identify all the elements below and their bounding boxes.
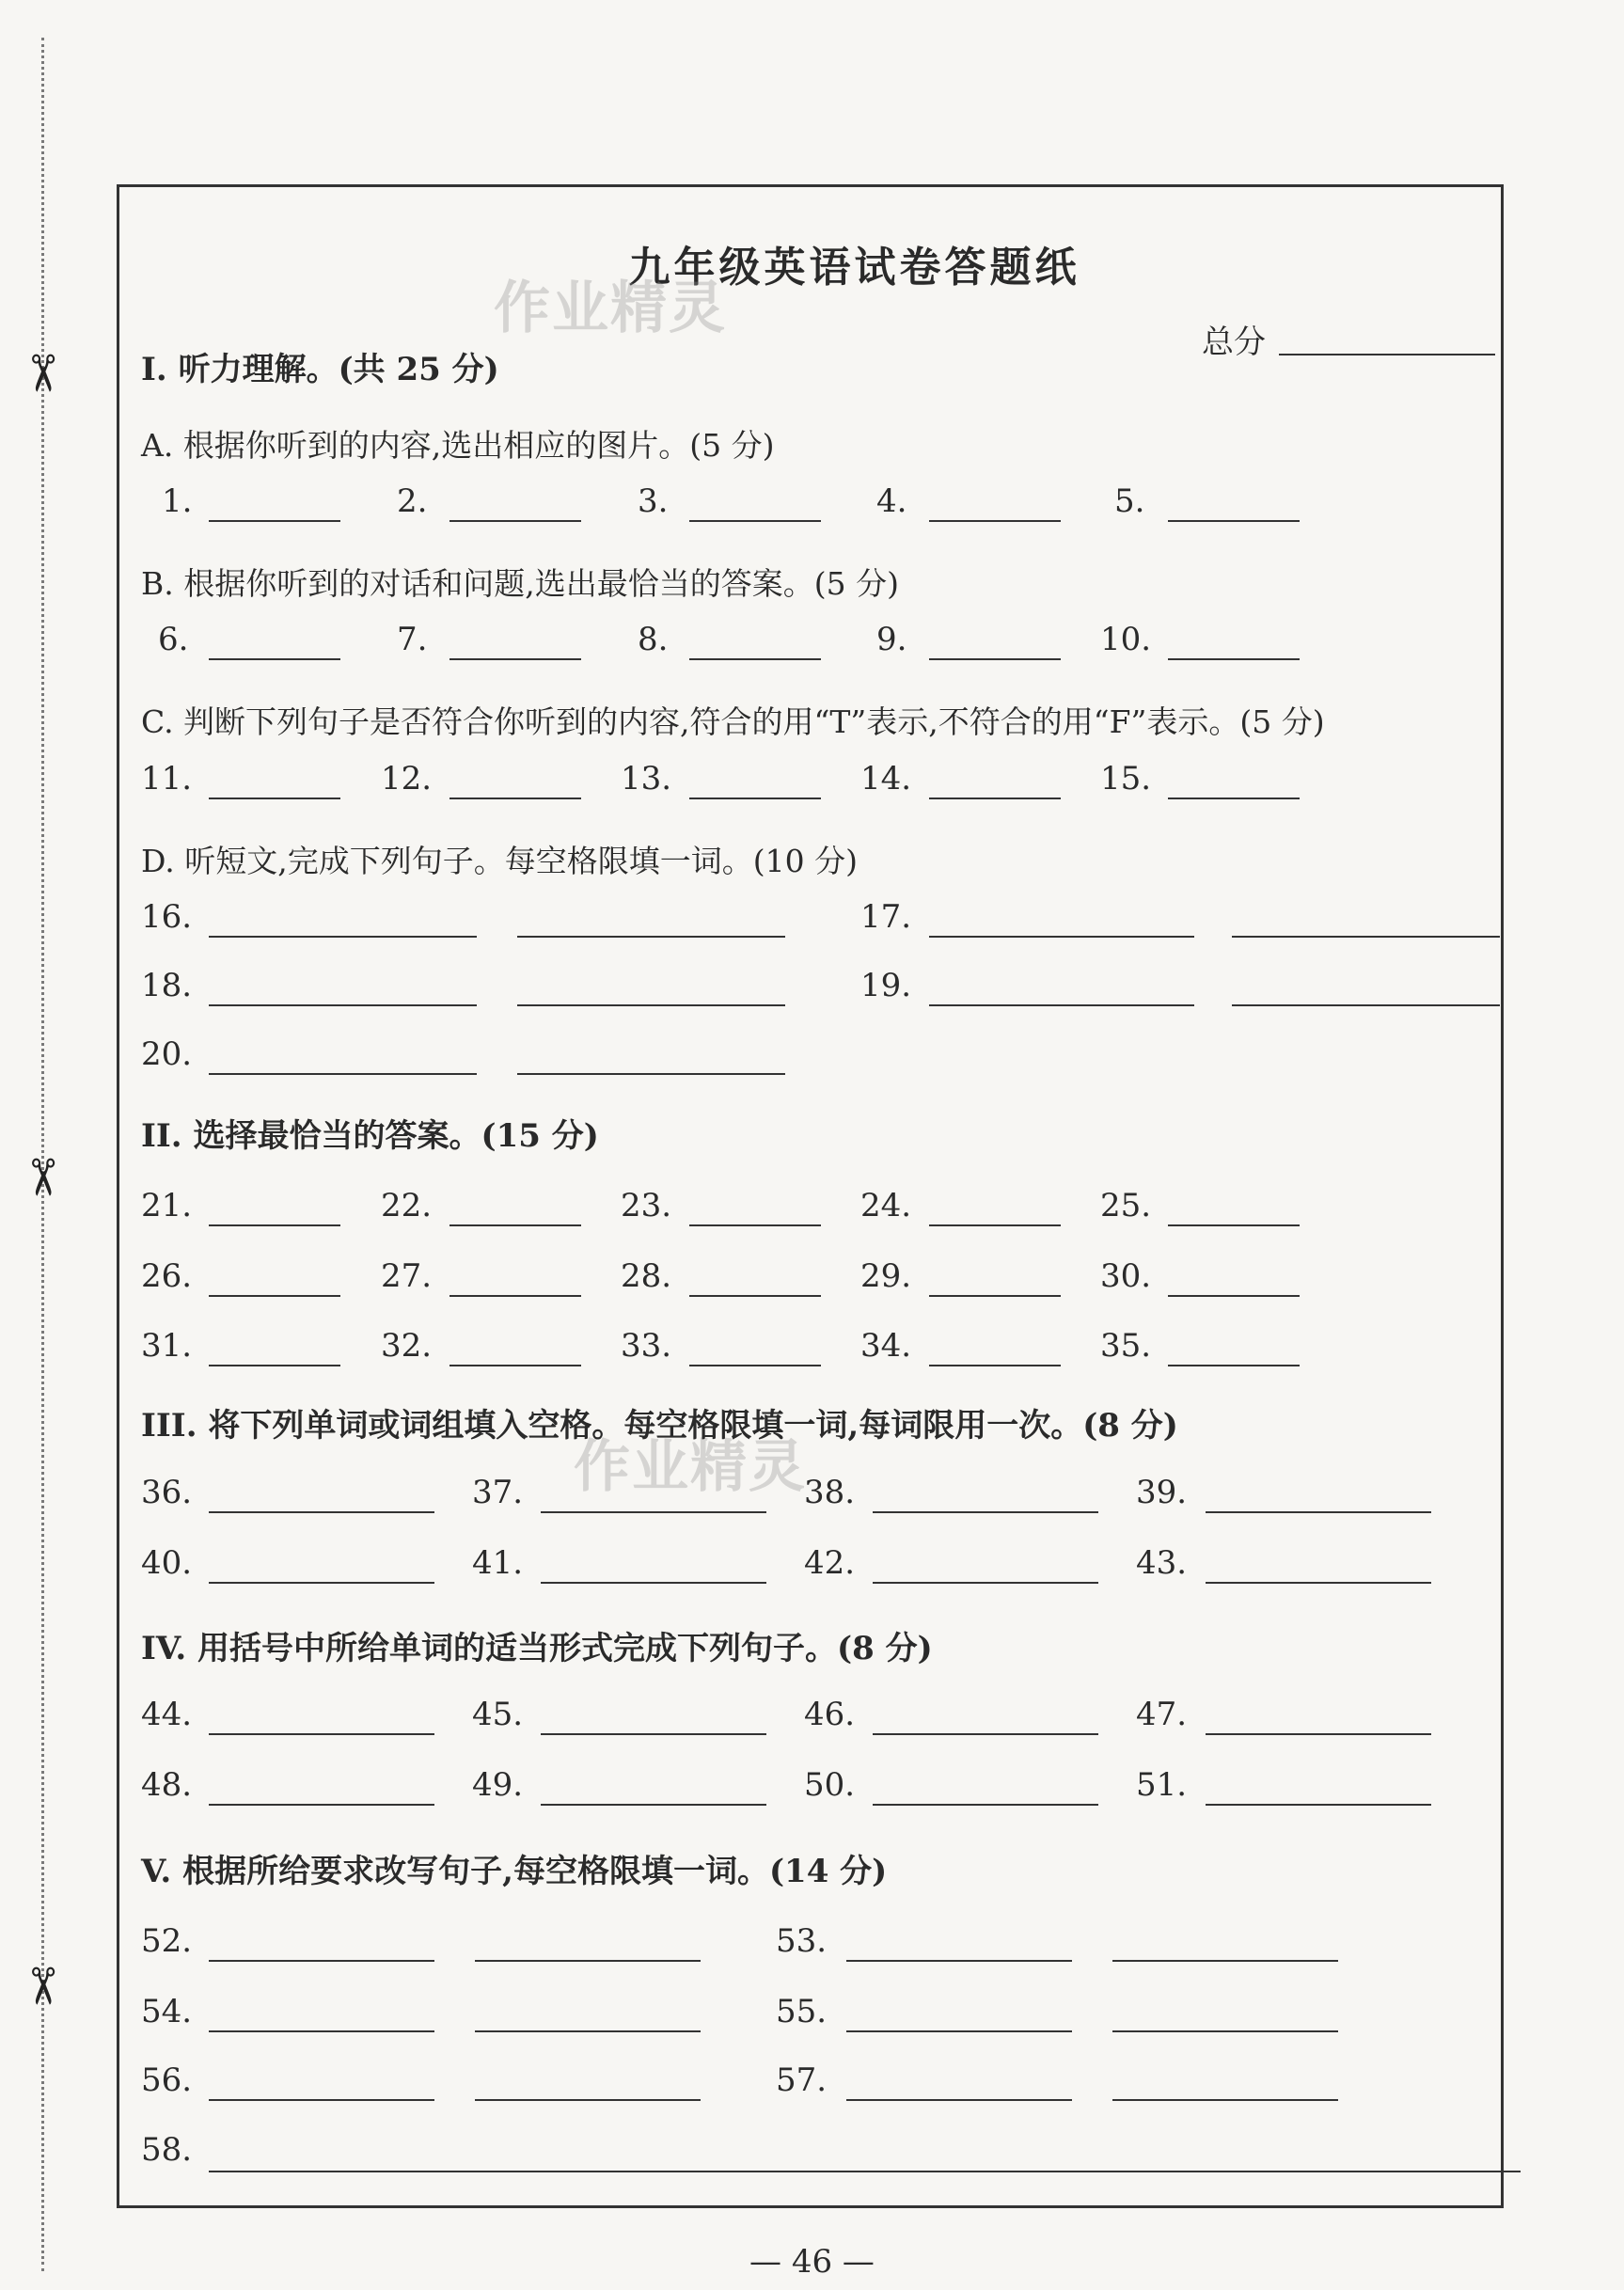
question-number: 56. — [141, 2061, 193, 2099]
answer-blank[interactable] — [541, 1511, 766, 1513]
total-score-label: 总分 — [1202, 324, 1266, 361]
answer-blank[interactable] — [1232, 1004, 1500, 1006]
question-number: 53. — [776, 1922, 828, 1960]
answer-blank[interactable] — [929, 1365, 1061, 1366]
question-number: 52. — [141, 1922, 193, 1960]
answer-blank[interactable] — [449, 658, 581, 660]
answer-blank[interactable] — [1206, 1733, 1431, 1735]
answer-blank[interactable] — [689, 1295, 821, 1297]
answer-blank[interactable] — [209, 1004, 477, 1006]
question-number: 48. — [141, 1766, 193, 1804]
question-number: 58. — [141, 2131, 193, 2169]
answer-blank[interactable] — [209, 1960, 434, 1962]
question-number: 37. — [472, 1474, 524, 1511]
answer-blank[interactable] — [209, 1582, 434, 1584]
question-number: 20. — [141, 1035, 193, 1073]
answer-blank[interactable] — [541, 1733, 766, 1735]
answer-blank[interactable] — [209, 1073, 477, 1075]
answer-blank[interactable] — [929, 1224, 1061, 1226]
question-number: 55. — [776, 1993, 828, 2030]
question-number: 12. — [381, 760, 433, 798]
answer-blank[interactable] — [517, 1073, 785, 1075]
answer-row — [0, 898, 1624, 945]
question-number: 14. — [860, 760, 912, 798]
answer-blank[interactable] — [209, 1733, 434, 1735]
question-number: 32. — [381, 1327, 433, 1365]
answer-blank[interactable] — [689, 1224, 821, 1226]
answer-row — [0, 1544, 1624, 1591]
answer-blank[interactable] — [209, 520, 340, 522]
question-number: 19. — [860, 967, 912, 1004]
question-number: 43. — [1136, 1544, 1188, 1582]
question-number: 9. — [876, 621, 907, 658]
answer-blank[interactable] — [873, 1511, 1098, 1513]
answer-row — [0, 621, 1624, 668]
answer-blank[interactable] — [1206, 1582, 1431, 1584]
answer-blank[interactable] — [1168, 658, 1300, 660]
question-number: 6. — [158, 621, 189, 658]
answer-blank[interactable] — [449, 1224, 581, 1226]
section-1-heading: I. 听力理解。(共 25 分) — [141, 351, 499, 388]
answer-blank[interactable] — [929, 1295, 1061, 1297]
question-number: 1. — [162, 482, 193, 520]
page-title: 九年级英语试卷答题纸 — [628, 244, 1080, 292]
answer-row — [0, 2061, 1624, 2108]
question-number: 35. — [1100, 1327, 1152, 1365]
scissors-icon: ✂ — [12, 352, 72, 395]
answer-blank[interactable] — [689, 798, 821, 799]
answer-blank[interactable] — [1112, 2030, 1338, 2032]
question-number: 57. — [776, 2061, 828, 2099]
answer-blank[interactable] — [929, 520, 1061, 522]
answer-blank[interactable] — [873, 1804, 1098, 1806]
answer-blank[interactable] — [873, 1582, 1098, 1584]
question-number: 40. — [141, 1544, 193, 1582]
question-number: 47. — [1136, 1696, 1188, 1733]
question-number: 26. — [141, 1257, 193, 1295]
answer-row — [0, 967, 1624, 1014]
question-number: 21. — [141, 1187, 193, 1224]
watermark: 作业精灵 — [574, 1434, 807, 1500]
answer-blank[interactable] — [1168, 520, 1300, 522]
answer-blank[interactable] — [1206, 1804, 1431, 1806]
answer-blank[interactable] — [517, 1004, 785, 1006]
answer-blank[interactable] — [873, 1733, 1098, 1735]
answer-blank[interactable] — [475, 1960, 701, 1962]
question-number: 30. — [1100, 1257, 1152, 1295]
answer-blank[interactable] — [209, 936, 477, 938]
question-number: 3. — [638, 482, 669, 520]
answer-blank[interactable] — [209, 1295, 340, 1297]
question-number: 42. — [804, 1544, 856, 1582]
answer-blank[interactable] — [449, 798, 581, 799]
answer-blank[interactable] — [846, 2099, 1072, 2101]
answer-blank[interactable] — [689, 1365, 821, 1366]
answer-row — [0, 1035, 1624, 1082]
answer-blank[interactable] — [541, 1582, 766, 1584]
section-4-heading: IV. 用括号中所给单词的适当形式完成下列句子。(8 分) — [141, 1630, 933, 1667]
answer-row — [0, 1474, 1624, 1521]
total-score-field[interactable] — [1279, 354, 1495, 355]
section-5-heading: V. 根据所给要求改写句子,每空格限填一词。(14 分) — [141, 1853, 888, 1890]
answer-row — [0, 1766, 1624, 1813]
question-number: 50. — [804, 1766, 856, 1804]
question-number: 18. — [141, 967, 193, 1004]
answer-row — [0, 1922, 1624, 1969]
answer-blank[interactable] — [1112, 2099, 1338, 2101]
answer-blank[interactable] — [1112, 1960, 1338, 1962]
question-number: 36. — [141, 1474, 193, 1511]
question-number: 17. — [860, 898, 912, 936]
question-number: 28. — [621, 1257, 672, 1295]
page-number: — 46 — — [749, 2243, 875, 2281]
answer-blank[interactable] — [541, 1804, 766, 1806]
question-number: 44. — [141, 1696, 193, 1733]
question-number: 7. — [397, 621, 428, 658]
answer-blank[interactable] — [1168, 1295, 1300, 1297]
answer-blank[interactable] — [209, 2099, 434, 2101]
answer-blank[interactable] — [449, 1365, 581, 1366]
answer-blank[interactable] — [846, 1960, 1072, 1962]
question-number: 13. — [621, 760, 672, 798]
answer-row — [0, 1257, 1624, 1304]
section-3-heading: III. 将下列单词或词组填入空格。每空格限填一词,每词限用一次。(8 分) — [141, 1407, 1178, 1445]
question-number: 5. — [1114, 482, 1145, 520]
question-number: 45. — [472, 1696, 524, 1733]
watermark: 作业精灵 — [494, 276, 727, 341]
scissors-icon: ✂ — [12, 1156, 72, 1199]
answer-blank[interactable] — [449, 520, 581, 522]
section-1d-heading: D. 听短文,完成下列句子。每空格限填一词。(10 分) — [141, 843, 858, 879]
question-number: 2. — [397, 482, 428, 520]
answer-blank[interactable] — [1168, 1365, 1300, 1366]
answer-blank[interactable] — [929, 658, 1061, 660]
section-1a-heading: A. 根据你听到的内容,选出相应的图片。(5 分) — [141, 427, 775, 464]
question-number: 41. — [472, 1544, 524, 1582]
question-number: 24. — [860, 1187, 912, 1224]
answer-blank[interactable] — [517, 936, 785, 938]
answer-blank[interactable] — [1168, 1224, 1300, 1226]
scissors-icon: ✂ — [12, 1965, 72, 2008]
answer-row — [0, 1327, 1624, 1374]
answer-blank[interactable] — [689, 520, 821, 522]
answer-row — [0, 760, 1624, 807]
answer-row — [0, 1993, 1624, 2040]
answer-blank[interactable] — [209, 658, 340, 660]
answer-blank[interactable] — [475, 2030, 701, 2032]
answer-blank[interactable] — [209, 1365, 340, 1366]
answer-blank[interactable] — [209, 2171, 1521, 2172]
question-number: 22. — [381, 1187, 433, 1224]
question-number: 16. — [141, 898, 193, 936]
question-number: 46. — [804, 1696, 856, 1733]
answer-blank[interactable] — [209, 1224, 340, 1226]
answer-row — [0, 2131, 1624, 2178]
question-number: 8. — [638, 621, 669, 658]
question-number: 23. — [621, 1187, 672, 1224]
answer-row — [0, 1696, 1624, 1743]
answer-blank[interactable] — [475, 2099, 701, 2101]
question-number: 51. — [1136, 1766, 1188, 1804]
answer-blank[interactable] — [449, 1295, 581, 1297]
answer-blank[interactable] — [929, 1004, 1194, 1006]
question-number: 49. — [472, 1766, 524, 1804]
answer-blank[interactable] — [929, 798, 1061, 799]
question-number: 31. — [141, 1327, 193, 1365]
answer-blank[interactable] — [209, 2030, 434, 2032]
section-2-heading: II. 选择最恰当的答案。(15 分) — [141, 1117, 599, 1155]
answer-blank[interactable] — [1232, 936, 1500, 938]
question-number: 4. — [876, 482, 907, 520]
section-1c-heading: C. 判断下列句子是否符合你听到的内容,符合的用“T”表示,不符合的用“F”表示。(5 分) — [141, 703, 1325, 740]
question-number: 11. — [141, 760, 193, 798]
answer-blank[interactable] — [209, 1511, 434, 1513]
question-number: 33. — [621, 1327, 672, 1365]
answer-row — [0, 1187, 1624, 1234]
answer-blank[interactable] — [209, 1804, 434, 1806]
answer-row — [0, 482, 1624, 529]
answer-blank[interactable] — [929, 936, 1194, 938]
question-number: 29. — [860, 1257, 912, 1295]
section-1b-heading: B. 根据你听到的对话和问题,选出最恰当的答案。(5 分) — [141, 565, 899, 602]
question-number: 15. — [1100, 760, 1152, 798]
question-number: 39. — [1136, 1474, 1188, 1511]
answer-blank[interactable] — [689, 658, 821, 660]
answer-blank[interactable] — [1206, 1511, 1431, 1513]
question-number: 25. — [1100, 1187, 1152, 1224]
question-number: 27. — [381, 1257, 433, 1295]
question-number: 34. — [860, 1327, 912, 1365]
answer-blank[interactable] — [209, 798, 340, 799]
question-number: 54. — [141, 1993, 193, 2030]
answer-blank[interactable] — [1168, 798, 1300, 799]
question-number: 10. — [1100, 621, 1152, 658]
answer-blank[interactable] — [846, 2030, 1072, 2032]
question-number: 38. — [804, 1474, 856, 1511]
